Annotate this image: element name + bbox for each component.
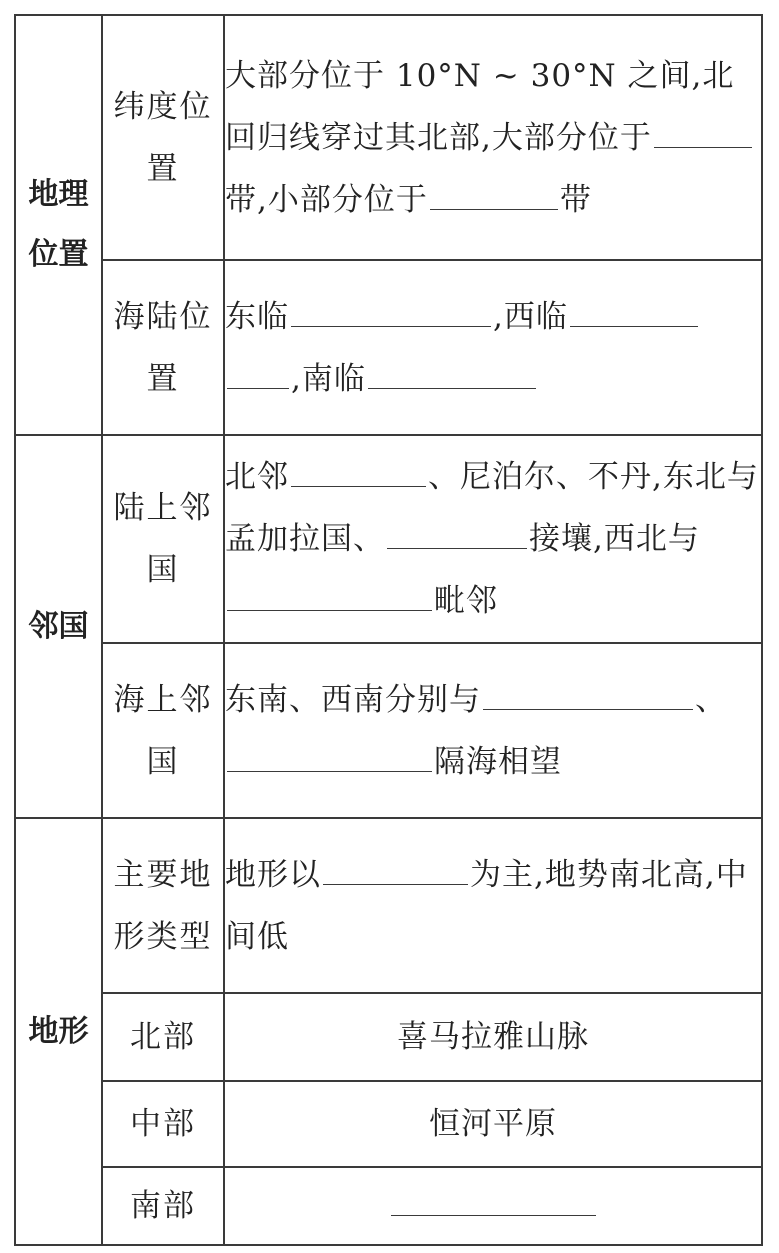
row-label-latitude: 纬度位置 <box>102 15 224 260</box>
row-label-north: 北部 <box>102 993 224 1081</box>
fill-blank[interactable] <box>227 731 432 772</box>
table-row <box>15 260 762 435</box>
fill-blank[interactable] <box>227 348 289 389</box>
row-content-latitude: 大部分位于 10°N ~ 30°N 之间,北回归线穿过其北部,大部分位于带,小部分位于 带 <box>224 15 762 260</box>
row-label-land-neighbors: 陆上邻国 <box>102 435 224 643</box>
row-label-middle: 中部 <box>102 1081 224 1167</box>
geography-table-sheet <box>14 14 761 1244</box>
fill-blank[interactable] <box>387 508 527 549</box>
row-content-sea-neighbors: 东南、西南分别与 、隔海相望 <box>224 643 762 818</box>
fill-blank[interactable] <box>654 107 752 148</box>
table-row <box>15 15 762 260</box>
fill-blank[interactable] <box>323 844 468 885</box>
table-row <box>15 435 762 643</box>
fill-blank[interactable] <box>570 286 698 327</box>
fill-blank[interactable] <box>291 286 491 327</box>
geography-table <box>14 14 763 1246</box>
table-row <box>15 643 762 818</box>
table-row <box>15 1167 762 1245</box>
row-content-land-neighbors: 北邻 、尼泊尔、不丹,东北与孟加拉国、 接壤,西北与毗邻 <box>224 435 762 643</box>
fill-blank[interactable] <box>368 348 536 389</box>
table-row <box>15 1081 762 1167</box>
row-label-sea-neighbors: 海上邻国 <box>102 643 224 818</box>
category-terrain: 地形 <box>15 818 102 1245</box>
table-row <box>15 818 762 993</box>
fill-blank[interactable] <box>391 1175 596 1216</box>
category-neighbors: 邻国 <box>15 435 102 818</box>
category-geo-location: 地理位置 <box>15 15 102 435</box>
row-content-sea-land: 东临 ,西临,南临 <box>224 260 762 435</box>
row-label-landform-type: 主要地形类型 <box>102 818 224 993</box>
fill-blank[interactable] <box>291 446 426 487</box>
fill-blank[interactable] <box>483 669 693 710</box>
row-content-south <box>224 1167 762 1245</box>
fill-blank[interactable] <box>227 570 432 611</box>
row-label-sea-land: 海陆位置 <box>102 260 224 435</box>
table-row <box>15 993 762 1081</box>
row-label-south: 南部 <box>102 1167 224 1245</box>
row-content-middle: 恒河平原 <box>224 1081 762 1167</box>
row-content-landform-type: 地形以 为主,地势南北高,中间低 <box>224 818 762 993</box>
fill-blank[interactable] <box>430 169 558 210</box>
row-content-north: 喜马拉雅山脉 <box>224 993 762 1081</box>
